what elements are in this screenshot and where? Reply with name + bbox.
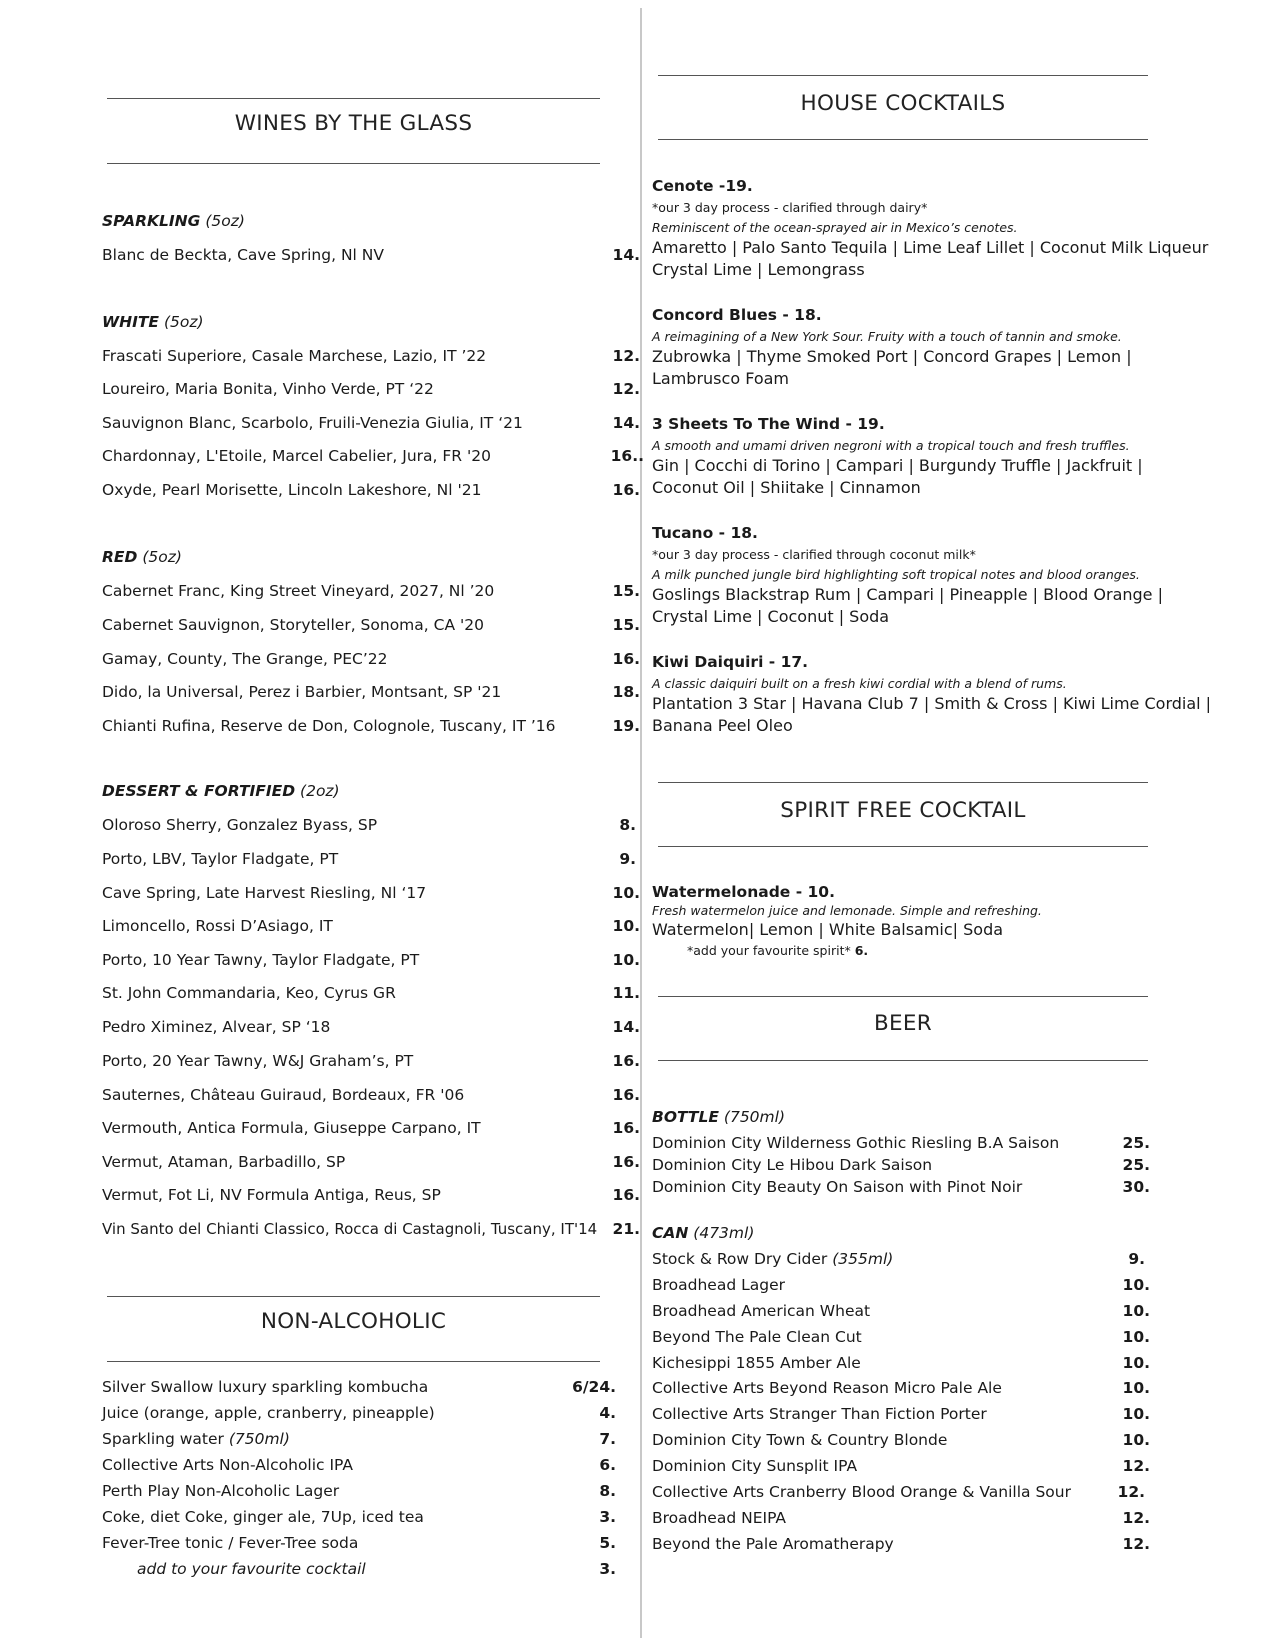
beer-item: Dominion City Wilderness Gothic Riesling B.A Saison: [652, 1134, 1060, 1152]
wine-item: Porto, 10 Year Tawny, Taylor Fladgate, PT: [102, 951, 420, 969]
cocktail-title: Cenote -19.: [652, 177, 753, 195]
cocktail-description: A classic daiquiri built on a fresh kiwi cordial with a blend of rums.: [652, 676, 1067, 691]
wine-price: 15.: [612, 616, 640, 634]
wine-item: Sauvignon Blanc, Scarbolo, Fruili-Venezia Giulia, IT ‘21: [102, 414, 523, 432]
beer-price: 10.: [1122, 1405, 1150, 1423]
beer-price: 25.: [1122, 1134, 1150, 1152]
wine-item: Limoncello, Rossi D’Asiago, IT: [102, 917, 333, 935]
beer-item: Beyond the Pale Aromatherapy: [652, 1535, 894, 1553]
wine-price: 15.: [612, 582, 640, 600]
cocktail-ingredients: Crystal Lime | Coconut | Soda: [652, 607, 890, 626]
wine-price: 9.: [619, 850, 636, 868]
drink-price: 8.: [599, 1482, 616, 1500]
beer-price: 12.: [1117, 1483, 1145, 1501]
wine-item: Cave Spring, Late Harvest Riesling, Nl ‘17: [102, 884, 427, 902]
cocktail-description: A milk punched jungle bird highlighting soft tropical notes and blood oranges.: [652, 567, 1140, 582]
beer-price: 10.: [1122, 1354, 1150, 1372]
category-can: CAN (473ml): [652, 1224, 755, 1242]
beer-price: 10.: [1122, 1302, 1150, 1320]
wine-price: 8.: [619, 816, 636, 834]
beer-price: 10.: [1122, 1328, 1150, 1346]
drink-item: Juice (orange, apple, cranberry, pineapple): [102, 1404, 435, 1422]
wine-item: Oloroso Sherry, Gonzalez Byass, SP: [102, 816, 378, 834]
beer-item: Dominion City Le Hibou Dark Saison: [652, 1156, 933, 1174]
cocktail-process: *our 3 day process - clarified through dairy*: [652, 200, 928, 215]
beer-item: Collective Arts Cranberry Blood Orange & Vanilla Sour: [652, 1483, 1071, 1501]
wine-price: 21.: [612, 1220, 640, 1238]
wine-item: Frascati Superiore, Casale Marchese, Lazio, IT ’22: [102, 347, 487, 365]
beer-item: Dominion City Sunsplit IPA: [652, 1457, 858, 1475]
wine-item: Sauternes, Château Guiraud, Bordeaux, FR '06: [102, 1086, 465, 1104]
category-red: RED (5oz): [102, 548, 182, 566]
beer-price: 30.: [1122, 1178, 1150, 1196]
wines-title: WINES BY THE GLASS: [234, 111, 473, 136]
beer-item: Beyond The Pale Clean Cut: [652, 1328, 862, 1346]
wine-price: 10.: [612, 884, 640, 902]
spirit-free-title: SPIRIT FREE COCKTAIL: [780, 798, 1026, 823]
cocktail-title: Concord Blues - 18.: [652, 306, 822, 324]
cocktail-description: A reimagining of a New York Sour. Fruity with a touch of tannin and smoke.: [652, 329, 1122, 344]
beer-item: Dominion City Beauty On Saison with Pinot Noir: [652, 1178, 1023, 1196]
beer-item: Collective Arts Beyond Reason Micro Pale Ale: [652, 1379, 1002, 1397]
cocktail-ingredients: Coconut Oil | Shiitake | Cinnamon: [652, 478, 921, 497]
cocktail-title: Tucano - 18.: [652, 524, 758, 542]
divider-rule: [658, 139, 1148, 140]
beer-price: 12.: [1122, 1457, 1150, 1475]
beer-item: Broadhead American Wheat: [652, 1302, 871, 1320]
wine-item: Gamay, County, The Grange, PEC’22: [102, 650, 388, 668]
drink-item: Silver Swallow luxury sparkling kombucha: [102, 1378, 429, 1396]
wine-item: Chardonnay, L'Etoile, Marcel Cabelier, Jura, FR '20: [102, 447, 491, 465]
wine-item: Pedro Ximinez, Alvear, SP ‘18: [102, 1018, 331, 1036]
beer-price: 9.: [1128, 1250, 1145, 1268]
cocktail-ingredients: Banana Peel Oleo: [652, 716, 793, 735]
wine-price: 16.: [612, 481, 640, 499]
drink-price: 6/24.: [572, 1378, 616, 1396]
beer-item: Dominion City Town & Country Blonde: [652, 1431, 948, 1449]
drink-price: 6.: [599, 1456, 616, 1474]
cocktail-title: Kiwi Daiquiri - 17.: [652, 653, 809, 671]
wine-price: 12.: [612, 347, 640, 365]
drink-price: 7.: [599, 1430, 616, 1448]
beer-item: Stock & Row Dry Cider (355ml): [652, 1250, 894, 1268]
beer-price: 25.: [1122, 1156, 1150, 1174]
beer-price: 12.: [1122, 1509, 1150, 1527]
wine-item: Chianti Rufina, Reserve de Don, Colognole, Tuscany, IT ’16: [102, 717, 556, 735]
cocktail-description: Fresh watermelon juice and lemonade. Simple and refreshing.: [652, 903, 1042, 918]
wine-price: 16.: [612, 650, 640, 668]
wine-price: 16.: [612, 1119, 640, 1137]
drink-price: 5.: [599, 1534, 616, 1552]
divider-rule: [107, 1361, 600, 1362]
wine-price: 12.: [612, 380, 640, 398]
category-bottle: BOTTLE (750ml): [652, 1108, 785, 1126]
drink-addon: add to your favourite cocktail: [137, 1560, 366, 1578]
wine-item: St. John Commandaria, Keo, Cyrus GR: [102, 984, 396, 1002]
drink-price: 3.: [599, 1560, 616, 1578]
beer-price: 10.: [1122, 1431, 1150, 1449]
wine-price: 16.: [612, 1052, 640, 1070]
cocktail-title: Watermelonade - 10.: [652, 883, 835, 901]
divider-rule: [107, 1296, 600, 1297]
wine-price: 14.: [612, 414, 640, 432]
divider-rule: [107, 163, 600, 164]
wine-price: 16.: [612, 1086, 640, 1104]
cocktail-ingredients: Gin | Cocchi di Torino | Campari | Burgundy Truffle | Jackfruit |: [652, 456, 1143, 475]
wine-item: Cabernet Franc, King Street Vineyard, 2027, Nl ’20: [102, 582, 495, 600]
house-cocktails-title: HOUSE COCKTAILS: [800, 91, 1006, 116]
drink-item: Fever-Tree tonic / Fever-Tree soda: [102, 1534, 359, 1552]
wine-price: 16..: [610, 447, 644, 465]
wine-price: 11.: [612, 984, 640, 1002]
divider-rule: [658, 782, 1148, 783]
wine-price: 14.: [612, 246, 640, 264]
wine-item: Porto, LBV, Taylor Fladgate, PT: [102, 850, 339, 868]
drink-price: 3.: [599, 1508, 616, 1526]
cocktail-description: Reminiscent of the ocean-sprayed air in Mexico’s cenotes.: [652, 220, 1018, 235]
category-white: WHITE (5oz): [102, 313, 204, 331]
divider-rule: [658, 996, 1148, 997]
wine-item: Vermut, Ataman, Barbadillo, SP: [102, 1153, 346, 1171]
category-sparkling: SPARKLING (5oz): [102, 212, 245, 230]
cocktail-description: A smooth and umami driven negroni with a tropical touch and fresh truffles.: [652, 438, 1130, 453]
drink-item: Sparkling water (750ml): [102, 1430, 290, 1448]
wine-item: Cabernet Sauvignon, Storyteller, Sonoma, CA '20: [102, 616, 484, 634]
beer-item: Broadhead NEIPA: [652, 1509, 787, 1527]
wine-item: Blanc de Beckta, Cave Spring, Nl NV: [102, 246, 384, 264]
wine-item: Vin Santo del Chianti Classico, Rocca di Castagnoli, Tuscany, IT'14: [102, 1220, 598, 1238]
drink-item: Coke, diet Coke, ginger ale, 7Up, iced tea: [102, 1508, 424, 1526]
non-alcoholic-title: NON-ALCOHOLIC: [260, 1309, 447, 1334]
wine-price: 16.: [612, 1153, 640, 1171]
wine-price: 14.: [612, 1018, 640, 1036]
category-dessert: DESSERT & FORTIFIED (2oz): [102, 782, 340, 800]
spirit-addon: *add your favourite spirit* 6.: [687, 943, 869, 958]
wine-price: 10.: [612, 917, 640, 935]
cocktail-ingredients: Lambrusco Foam: [652, 369, 789, 388]
drink-price: 4.: [599, 1404, 616, 1422]
divider-rule: [107, 98, 600, 99]
beer-item: Collective Arts Stranger Than Fiction Porter: [652, 1405, 987, 1423]
wine-price: 18.: [612, 683, 640, 701]
wine-price: 16.: [612, 1186, 640, 1204]
cocktail-ingredients: Plantation 3 Star | Havana Club 7 | Smith & Cross | Kiwi Lime Cordial |: [652, 694, 1212, 713]
beer-title: BEER: [873, 1011, 933, 1036]
cocktail-ingredients: Crystal Lime | Lemongrass: [652, 260, 865, 279]
cocktail-ingredients: Goslings Blackstrap Rum | Campari | Pineapple | Blood Orange |: [652, 585, 1163, 604]
cocktail-ingredients: Amaretto | Palo Santo Tequila | Lime Leaf Lillet | Coconut Milk Liqueur: [652, 238, 1209, 257]
wine-item: Loureiro, Maria Bonita, Vinho Verde, PT ‘22: [102, 380, 434, 398]
drink-item: Collective Arts Non-Alcoholic IPA: [102, 1456, 354, 1474]
cocktail-ingredients: Zubrowka | Thyme Smoked Port | Concord Grapes | Lemon |: [652, 347, 1132, 366]
divider-rule: [658, 846, 1148, 847]
cocktail-title: 3 Sheets To The Wind - 19.: [652, 415, 885, 433]
wine-item: Oxyde, Pearl Morisette, Lincoln Lakeshore, Nl '21: [102, 481, 482, 499]
wine-price: 19.: [612, 717, 640, 735]
wine-price: 10.: [612, 951, 640, 969]
wine-item: Vermut, Fot Li, NV Formula Antiga, Reus, SP: [102, 1186, 441, 1204]
beer-price: 10.: [1122, 1379, 1150, 1397]
cocktail-ingredients: Watermelon| Lemon | White Balsamic| Soda: [652, 920, 1004, 939]
drink-item: Perth Play Non-Alcoholic Lager: [102, 1482, 340, 1500]
wine-item: Porto, 20 Year Tawny, W&J Graham’s, PT: [102, 1052, 414, 1070]
divider-rule: [658, 1060, 1148, 1061]
beer-price: 10.: [1122, 1276, 1150, 1294]
wine-item: Dido, la Universal, Perez i Barbier, Montsant, SP '21: [102, 683, 502, 701]
divider-rule: [658, 75, 1148, 76]
wine-item: Vermouth, Antica Formula, Giuseppe Carpano, IT: [102, 1119, 481, 1137]
beer-item: Broadhead Lager: [652, 1276, 785, 1294]
beer-item: Kichesippi 1855 Amber Ale: [652, 1354, 861, 1372]
cocktail-process: *our 3 day process - clarified through coconut milk*: [652, 547, 976, 562]
beer-price: 12.: [1122, 1535, 1150, 1553]
column-divider: [640, 8, 642, 1638]
